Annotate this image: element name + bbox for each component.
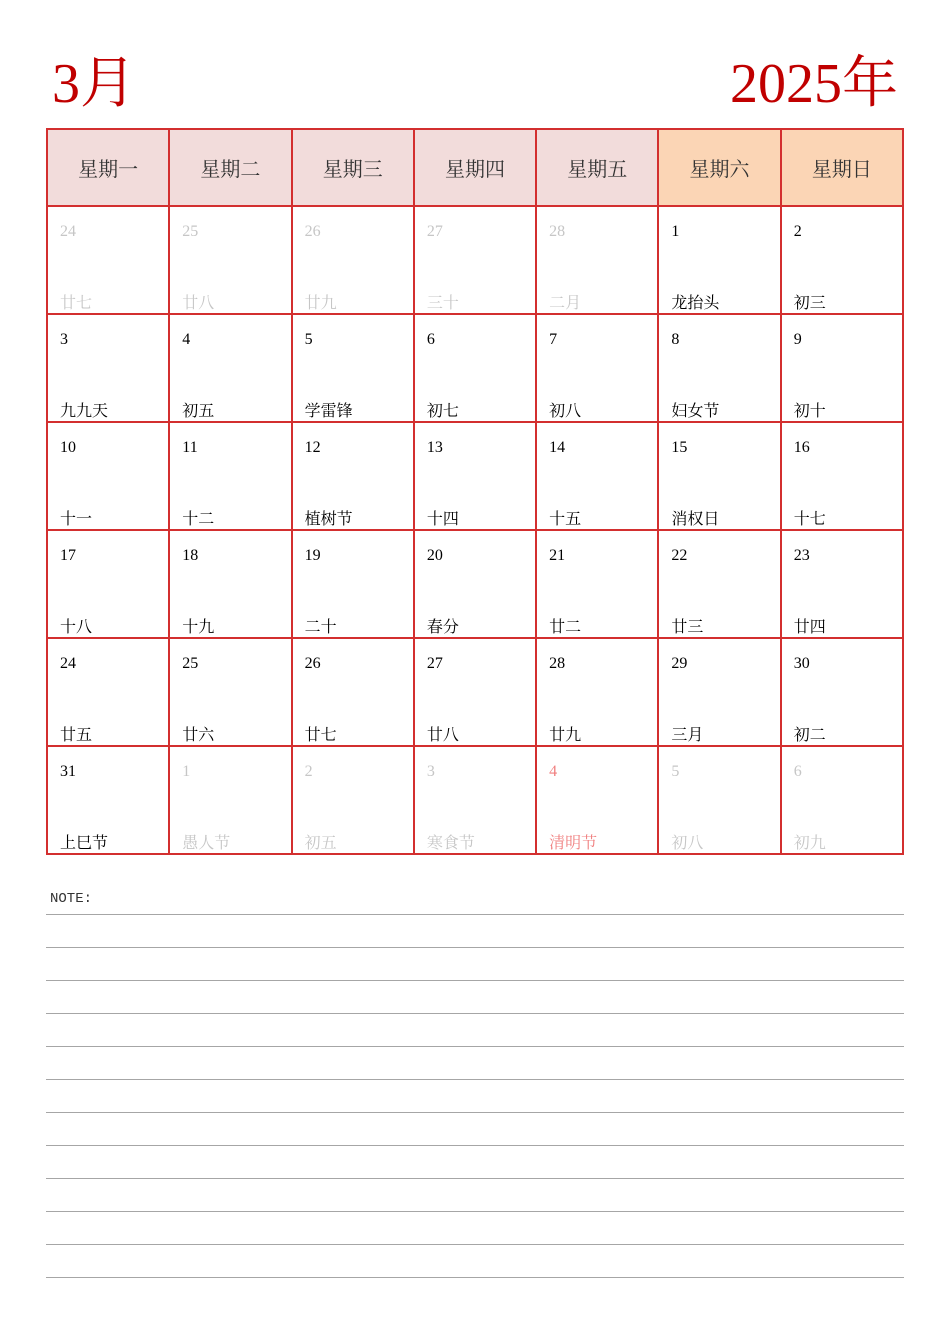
day-cell[interactable] (169, 314, 291, 422)
day-number: 6 (793, 763, 802, 780)
week-row (47, 206, 903, 314)
lunar-label: 廿七 (60, 293, 93, 312)
day-cell[interactable] (47, 638, 169, 746)
day-cell[interactable] (658, 314, 780, 422)
day-cell[interactable] (414, 530, 536, 638)
day-cell[interactable] (47, 314, 169, 422)
day-number: 9 (793, 331, 802, 348)
day-cell[interactable] (47, 206, 169, 314)
day-number: 10 (60, 439, 76, 456)
note-label: NOTE: (50, 891, 93, 907)
weekend-header: 星期日 (781, 129, 903, 206)
day-cell[interactable] (536, 206, 658, 314)
day-number: 19 (304, 547, 321, 564)
lunar-label: 十四 (426, 509, 459, 528)
note-line (46, 1013, 904, 1014)
note-line (46, 1244, 904, 1245)
day-number: 4 (182, 331, 191, 348)
week-row (47, 746, 903, 854)
day-number: 27 (426, 655, 443, 672)
day-cell[interactable] (169, 422, 291, 530)
day-cell[interactable] (658, 746, 780, 854)
day-cell[interactable] (169, 530, 291, 638)
day-number: 11 (182, 439, 198, 456)
day-number: 3 (60, 331, 68, 348)
day-cell[interactable] (414, 746, 536, 854)
day-number: 2 (793, 223, 802, 240)
weekend-header: 星期六 (658, 129, 780, 206)
day-number: 26 (304, 655, 321, 672)
day-number: 1 (671, 223, 680, 240)
day-number: 25 (182, 655, 199, 672)
day-cell[interactable] (292, 422, 414, 530)
day-number: 31 (60, 763, 76, 780)
weekday-header: 星期一 (47, 129, 169, 206)
day-number: 23 (793, 547, 810, 564)
day-cell[interactable] (536, 746, 658, 854)
day-number: 16 (793, 439, 810, 456)
day-cell[interactable] (414, 206, 536, 314)
note-line (46, 914, 904, 915)
day-number: 27 (426, 223, 443, 240)
lunar-label: 十一 (60, 509, 93, 528)
lunar-label: 消权日 (671, 509, 720, 528)
month-title: 3月 (52, 53, 136, 115)
day-number: 20 (426, 547, 443, 564)
lunar-label: 清明节 (549, 833, 598, 852)
weekday-header: 星期四 (414, 129, 536, 206)
day-number: 26 (304, 223, 321, 240)
lunar-label: 初五 (182, 401, 215, 420)
day-number: 12 (304, 439, 321, 456)
lunar-label: 廿九 (304, 293, 337, 312)
day-cell[interactable] (292, 746, 414, 854)
day-cell[interactable] (781, 206, 903, 314)
lunar-label: 初八 (549, 401, 582, 420)
lunar-label: 三十 (426, 293, 459, 312)
day-cell[interactable] (658, 530, 780, 638)
lunar-label: 学雷锋 (304, 401, 353, 420)
lunar-label: 春分 (426, 617, 459, 636)
day-cell[interactable] (414, 422, 536, 530)
day-cell[interactable] (536, 314, 658, 422)
day-cell[interactable] (47, 746, 169, 854)
day-number: 6 (426, 331, 435, 348)
lunar-label: 初八 (671, 833, 704, 852)
note-line (46, 1079, 904, 1080)
lunar-label: 初七 (426, 401, 459, 420)
day-cell[interactable] (781, 530, 903, 638)
note-line (46, 1145, 904, 1146)
year-title: 2025年 (730, 53, 898, 115)
note-line (46, 1277, 904, 1278)
day-number: 29 (671, 655, 688, 672)
lunar-label: 廿九 (549, 725, 582, 744)
lunar-label: 十五 (549, 509, 582, 528)
day-cell[interactable] (536, 638, 658, 746)
day-number: 8 (671, 331, 680, 348)
lunar-label: 植树节 (304, 509, 353, 528)
day-number: 15 (671, 439, 688, 456)
lunar-label: 二十 (304, 617, 337, 636)
note-line (46, 947, 904, 948)
day-number: 17 (60, 547, 76, 564)
day-number: 24 (60, 223, 76, 240)
day-cell[interactable] (169, 638, 291, 746)
lunar-label: 二月 (549, 293, 582, 312)
day-cell[interactable] (169, 206, 291, 314)
day-number: 24 (60, 655, 76, 672)
lunar-label: 十二 (182, 509, 215, 528)
lunar-label: 廿七 (304, 725, 337, 744)
lunar-label: 初九 (793, 833, 826, 852)
day-number: 1 (182, 763, 191, 780)
day-number: 28 (549, 223, 566, 240)
day-cell[interactable] (292, 638, 414, 746)
lunar-label: 十八 (60, 617, 93, 636)
day-number: 25 (182, 223, 199, 240)
day-cell[interactable] (292, 314, 414, 422)
lunar-label: 廿八 (426, 725, 459, 744)
day-number: 28 (549, 655, 566, 672)
lunar-label: 妇女节 (671, 401, 720, 420)
day-number: 22 (671, 547, 688, 564)
day-number: 5 (304, 331, 313, 348)
note-line (46, 1211, 904, 1212)
week-row (47, 530, 903, 638)
day-number: 18 (182, 547, 199, 564)
day-cell[interactable] (781, 638, 903, 746)
lunar-label: 廿三 (671, 617, 704, 636)
day-cell[interactable] (658, 638, 780, 746)
lunar-label: 初二 (793, 725, 826, 744)
day-cell[interactable] (169, 746, 291, 854)
lunar-label: 寒食节 (426, 833, 475, 852)
day-cell[interactable] (414, 638, 536, 746)
day-cell[interactable] (781, 422, 903, 530)
lunar-label: 廿五 (60, 725, 93, 744)
day-cell[interactable] (781, 746, 903, 854)
day-cell[interactable] (536, 422, 658, 530)
day-cell[interactable] (536, 530, 658, 638)
lunar-label: 廿四 (793, 617, 826, 636)
note-line (46, 980, 904, 981)
day-number: 14 (549, 439, 566, 456)
day-cell[interactable] (292, 206, 414, 314)
week-row (47, 314, 903, 422)
day-number: 13 (426, 439, 443, 456)
lunar-label: 初三 (793, 293, 826, 312)
day-number: 21 (549, 547, 566, 564)
weekday-header: 星期三 (292, 129, 414, 206)
day-number: 30 (793, 655, 810, 672)
day-number: 5 (671, 763, 680, 780)
lunar-label: 上巳节 (60, 833, 109, 852)
lunar-label: 十九 (182, 617, 215, 636)
lunar-label: 龙抬头 (671, 293, 720, 312)
note-line (46, 1112, 904, 1113)
day-number: 4 (549, 763, 558, 780)
week-row (47, 638, 903, 746)
day-cell[interactable] (658, 206, 780, 314)
weekday-header-row (47, 129, 903, 206)
weekday-header: 星期二 (169, 129, 291, 206)
lunar-label: 廿六 (182, 725, 215, 744)
lunar-label: 十七 (793, 509, 826, 528)
lunar-label: 初十 (793, 401, 826, 420)
day-cell[interactable] (47, 530, 169, 638)
lunar-label: 九九天 (60, 401, 109, 420)
note-line (46, 1178, 904, 1179)
lunar-label: 愚人节 (182, 833, 231, 852)
day-number: 3 (426, 763, 435, 780)
lunar-label: 廿二 (549, 617, 582, 636)
day-cell[interactable] (47, 422, 169, 530)
note-line (46, 1046, 904, 1047)
day-cell[interactable] (658, 422, 780, 530)
lunar-label: 廿八 (182, 293, 215, 312)
day-cell[interactable] (292, 530, 414, 638)
lunar-label: 三月 (671, 725, 704, 744)
day-number: 7 (549, 331, 558, 348)
day-cell[interactable] (414, 314, 536, 422)
day-number: 2 (304, 763, 313, 780)
week-row (47, 422, 903, 530)
day-cell[interactable] (781, 314, 903, 422)
calendar-grid (46, 128, 904, 855)
lunar-label: 初五 (304, 833, 337, 852)
weekday-header: 星期五 (536, 129, 658, 206)
